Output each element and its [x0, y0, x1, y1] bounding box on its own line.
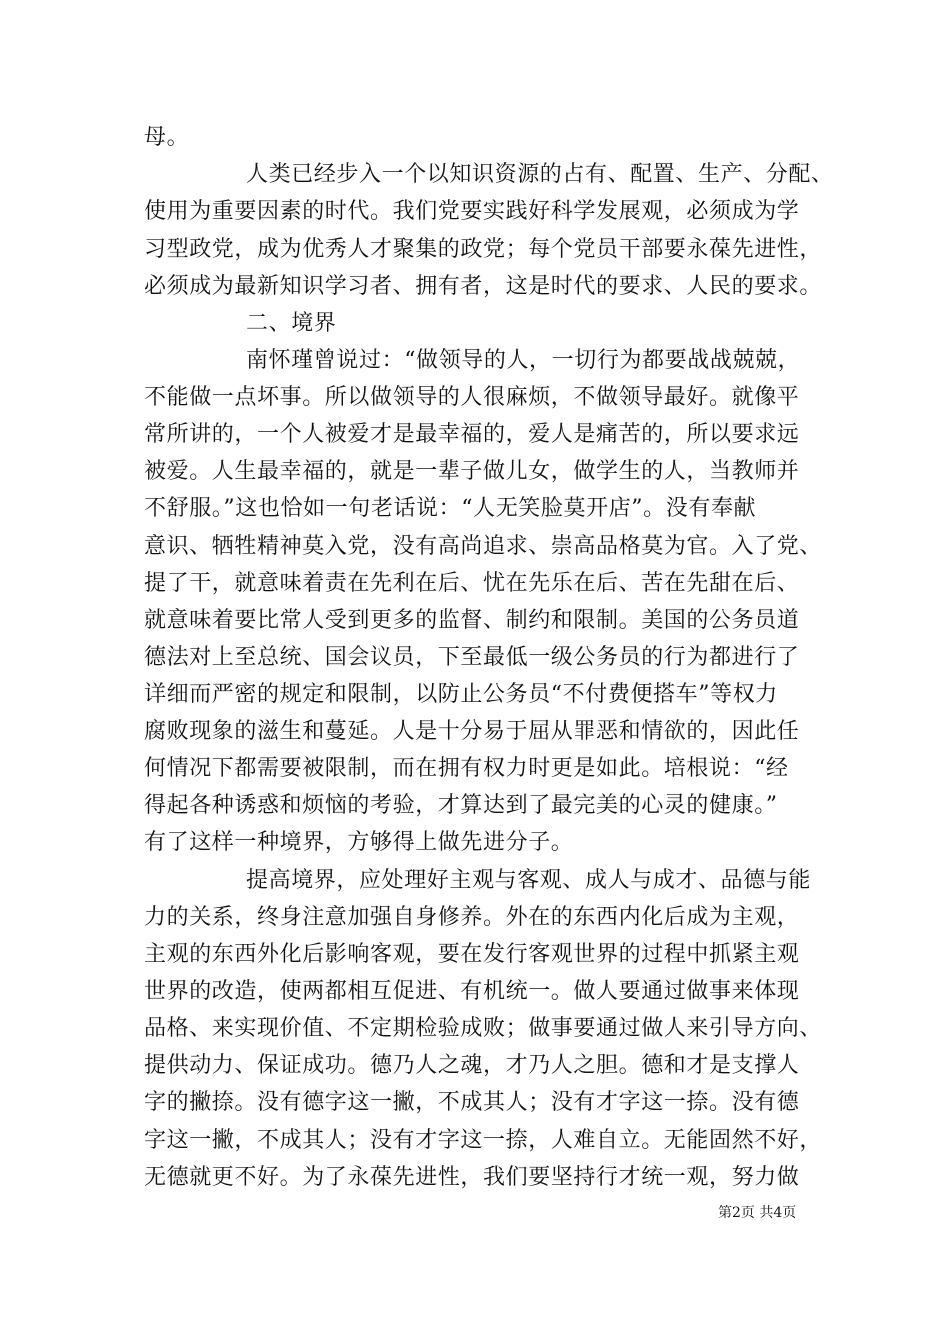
text-line: 详细而严密的规定和限制，以防止公务员“不付费便搭车”等权力 — [144, 682, 778, 707]
text-line: 何情况下都需要被限制，而在拥有权力时更是如此。培根说：“经 — [144, 756, 789, 781]
text-line: 主观的东西外化后影响客观，要在发行客观世界的过程中抓紧主观 — [144, 942, 800, 967]
text-line: 品格、来实现价值、不定期检验成败；做事要通过做人来引导方向、 — [144, 1016, 823, 1041]
text-line: 不舒服。”这也恰如一句老话说：“人无笑脸莫开店”。没有奉献 — [144, 496, 757, 521]
text-line: 不能做一点坏事。所以做领导的人很麻烦，不做领导最好。就像平 — [144, 385, 800, 410]
text-line: 意识、牺牲精神莫入党，没有高尚追求、崇高品格莫为官。入了党、 — [144, 534, 823, 559]
page-number: 第2页 共4页 — [718, 1205, 797, 1221]
text-line: 字的撇捺。没有德字这一撇，不成其人；没有才字这一捺。没有德 — [144, 1090, 800, 1115]
text-line: 就意味着要比常人受到更多的监督、制约和限制。美国的公务员道 — [144, 608, 800, 633]
text-line: 被爱。人生最幸福的，就是一辈子做儿女，做学生的人，当教师并 — [144, 459, 800, 484]
text-line: 提供动力、保证成功。德乃人之魂，才乃人之胆。德和才是支撑人 — [144, 1053, 800, 1078]
text-line: 无德就更不好。为了永葆先进性，我们要坚持行才统一观，努力做 — [144, 1165, 800, 1190]
text-line: 使用为重要因素的时代。我们党要实践好科学发展观，必须成为学 — [144, 199, 800, 224]
text-line: 力的关系，终身注意加强自身修养。外在的东西内化后成为主观， — [144, 905, 800, 930]
text-line: 习型政党，成为优秀人才聚集的政党；每个党员干部要永葆先进性， — [144, 237, 823, 262]
text-line: 必须成为最新知识学习者、拥有者，这是时代的要求、人民的要求。 — [144, 274, 823, 299]
section-heading: 二、境界 — [246, 311, 337, 336]
text-line: 提了干，就意味着责在先利在后、忧在先乐在后、苦在先甜在后、 — [144, 571, 800, 596]
paragraph-first-line: 南怀瑾曾说过：“做领导的人，一切行为都要战战兢兢， — [246, 348, 801, 373]
text-line: 母。 — [144, 125, 190, 150]
paragraph-first-line: 提高境界，应处理好主观与客观、成人与成才、品德与能 — [246, 868, 812, 893]
text-line: 常所讲的，一个人被爱才是最幸福的，爱人是痛苦的，所以要求远 — [144, 422, 800, 447]
text-line: 世界的改造，使两都相互促进、有机统一。做人要通过做事来体现 — [144, 979, 800, 1004]
text-line: 德法对上至总统、国会议员，下至最低一级公务员的行为都进行了 — [144, 645, 800, 670]
text-line: 有了这样一种境界，方够得上做先进分子。 — [144, 830, 574, 855]
text-line: 腐败现象的滋生和蔓延。人是十分易于屈从罪恶和情欲的，因此任 — [144, 719, 800, 744]
text-line: 字这一撇，不成其人；没有才字这一捺，人难自立。无能固然不好， — [144, 1128, 823, 1153]
text-line: 得起各种诱惑和烦恼的考验，才算达到了最完美的心灵的健康。” — [144, 793, 778, 818]
paragraph-first-line: 人类已经步入一个以知识资源的占有、配置、生产、分配、 — [246, 162, 834, 187]
